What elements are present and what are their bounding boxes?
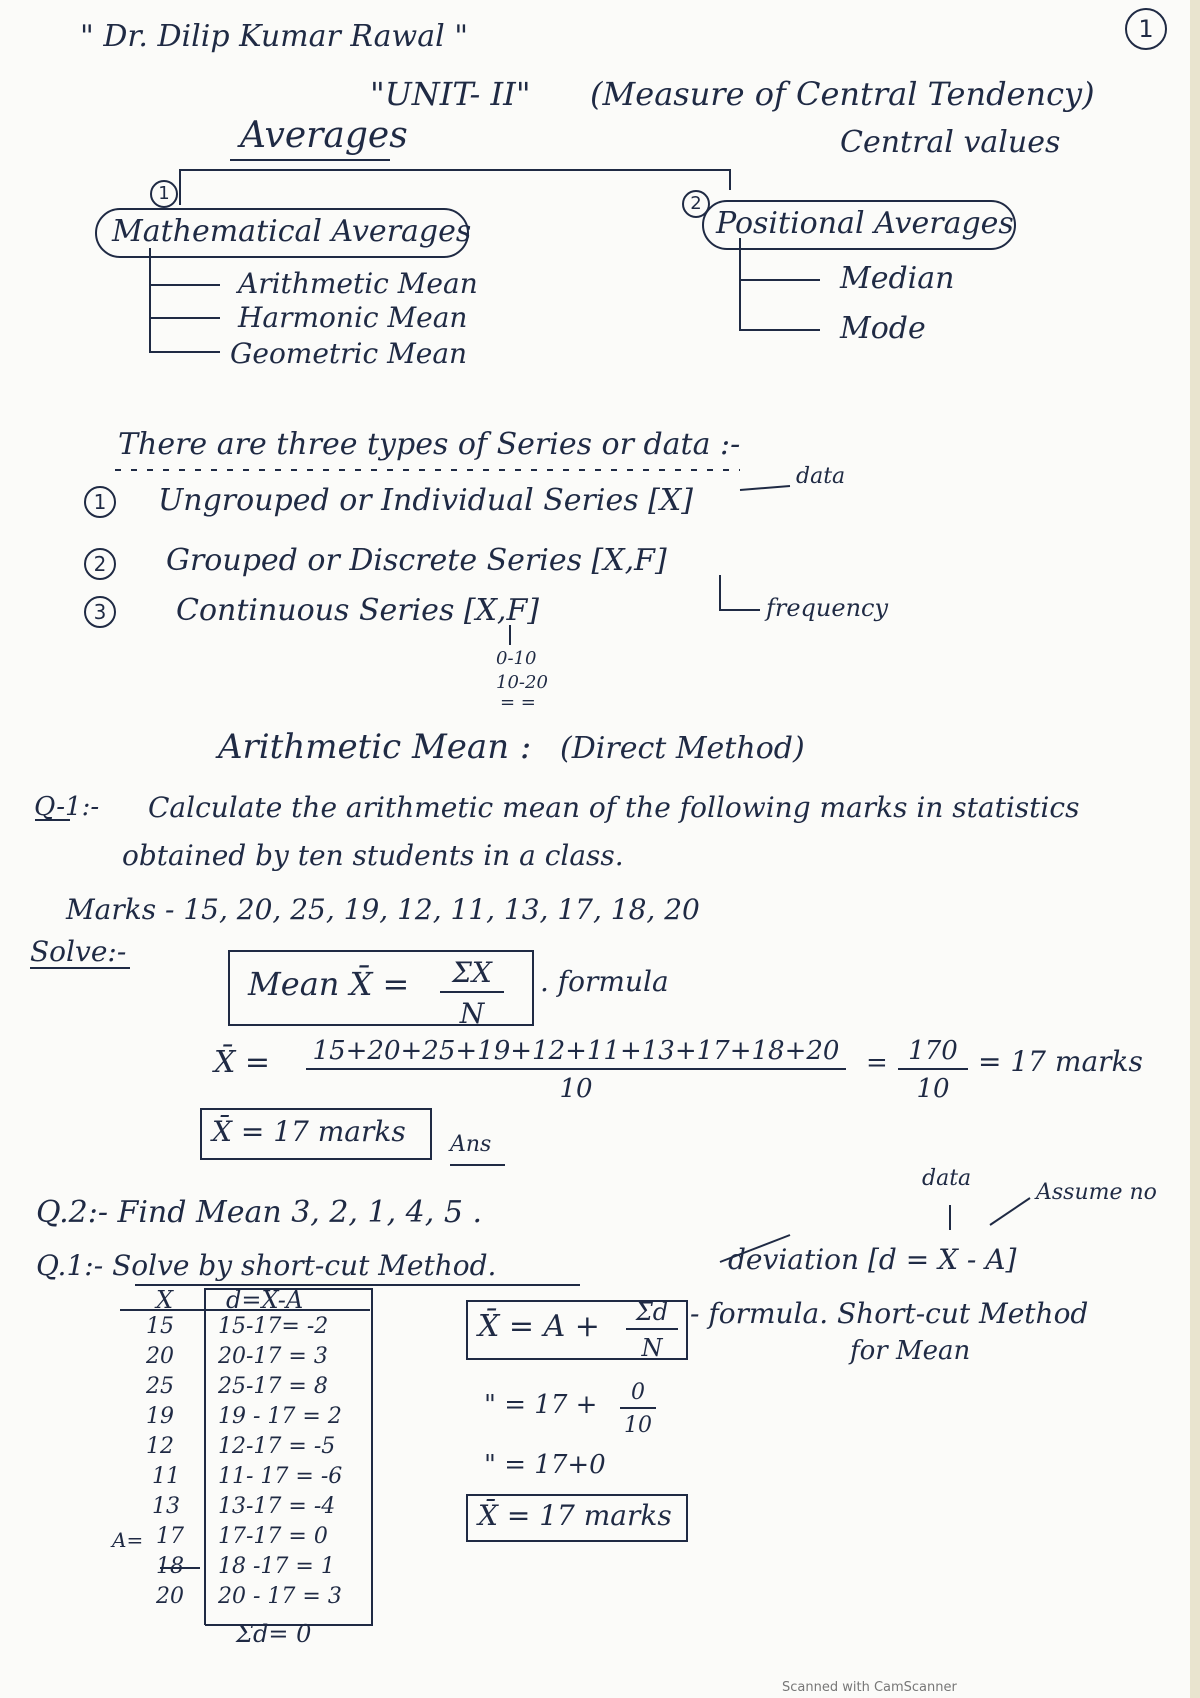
table-row-d: 13-17 = -4 — [218, 1494, 336, 1519]
q2-step2: " = 17+0 — [484, 1450, 606, 1480]
series-number-3: 3 — [84, 596, 116, 628]
table-row-x: 20 — [156, 1584, 184, 1609]
q1-formula-fraction — [440, 956, 504, 1030]
scanner-footer: Scanned with CamScanner — [782, 1680, 957, 1695]
averages-branch-line — [180, 170, 730, 190]
q1-question-line1: Calculate the arithmetic mean of the following marks in statistics — [148, 791, 1080, 824]
assumed-a-label: A= — [112, 1528, 144, 1552]
table-row-d: 20 - 17 = 3 — [218, 1584, 342, 1609]
table-row-d: 17-17 = 0 — [218, 1524, 328, 1549]
series-item-3: Continuous Series [X,F] — [176, 593, 539, 628]
q1-calc-lhs: X̄ = — [214, 1045, 271, 1080]
q2-formula-lhs: X̄ = A + — [478, 1309, 600, 1344]
q1-calc-denominator: 10 — [559, 1074, 593, 1104]
q1-formula-denominator: N — [459, 997, 485, 1030]
table-row-x: 25 — [146, 1374, 174, 1399]
page-number: 1 — [1125, 8, 1167, 50]
q1-calc-denominator2: 10 — [916, 1074, 950, 1104]
q1-calc-result: = 17 marks — [978, 1045, 1143, 1078]
math-averages-label: Mathematical Averages — [112, 214, 472, 249]
class-example-1: 0-10 — [496, 648, 537, 669]
positional-averages-label: Positional Averages — [716, 206, 1014, 241]
q1-question-line2: obtained by ten students in a class. — [122, 839, 624, 872]
table-row-d: 20-17 = 3 — [218, 1344, 328, 1369]
table-row-x: 12 — [146, 1434, 174, 1459]
class-example-2: 10-20 — [496, 672, 548, 693]
series-number-1: 1 — [84, 486, 116, 518]
am-title: Arithmetic Mean : — [218, 727, 532, 767]
math-item-arithmetic: Arithmetic Mean — [238, 267, 478, 300]
q2-step1-numerator: 0 — [620, 1380, 656, 1409]
table-row-x: 15 — [146, 1314, 174, 1339]
table-row-d: 19 - 17 = 2 — [218, 1404, 342, 1429]
table-row-d: 12-17 = -5 — [218, 1434, 336, 1459]
author-name: " Dr. Dilip Kumar Rawal " — [80, 19, 469, 54]
class-example-3: = = — [500, 692, 536, 713]
q2-step1-denominator: 10 — [624, 1413, 652, 1438]
positional-branch-number: 2 — [682, 190, 710, 218]
averages-heading: Averages — [240, 115, 408, 156]
table-row-d: 15-17= -2 — [218, 1314, 329, 1339]
series-item-1: Ungrouped or Individual Series [X] — [158, 483, 693, 518]
table-row-x: 13 — [152, 1494, 180, 1519]
q2-step1-lhs: " = 17 + — [484, 1390, 598, 1420]
frequency-hook — [720, 575, 760, 610]
q2-data-note: data — [922, 1166, 972, 1191]
q1-calc-eq: = — [866, 1048, 888, 1078]
table-header-x: X — [156, 1286, 174, 1314]
math-item-harmonic: Harmonic Mean — [238, 301, 468, 334]
assume-arrow — [990, 1198, 1030, 1225]
unit-title: "UNIT- II" — [370, 75, 531, 113]
q2-formula-denominator: N — [641, 1334, 663, 1362]
q1-formula-numerator: ΣX — [440, 956, 504, 993]
frequency-note: frequency — [766, 594, 889, 622]
q2-answer: X̄ = 17 marks — [478, 1499, 672, 1532]
data-note: data — [796, 464, 846, 489]
q1-calc-fraction — [306, 1036, 846, 1104]
q2-deviation-note: deviation [d = X - A] — [728, 1243, 1017, 1276]
q2-formula-numerator: Σd — [626, 1298, 678, 1330]
q2-assume-note: Assume no — [1036, 1180, 1157, 1205]
solve-label: Solve:- — [30, 935, 127, 968]
q1-answer: X̄ = 17 marks — [212, 1115, 406, 1148]
sum-d: Σd= 0 — [236, 1620, 312, 1648]
scan-edge — [1190, 0, 1200, 1698]
table-row-d: 25-17 = 8 — [218, 1374, 328, 1399]
series-number-2: 2 — [84, 548, 116, 580]
q1-calc-fraction2 — [898, 1036, 968, 1104]
q1-marks: Marks - 15, 20, 25, 19, 12, 11, 13, 17, 18, 20 — [66, 893, 700, 926]
pos-item-line-2 — [740, 238, 820, 330]
q1-formula-lhs: Mean X̄ = — [248, 965, 410, 1003]
q1-formula-note: . formula — [540, 965, 669, 998]
central-values-label: Central values — [840, 125, 1061, 160]
table-row-x: 11 — [152, 1464, 180, 1489]
table-row-d: 11- 17 = -6 — [218, 1464, 343, 1489]
q2-label: Q.2:- Find Mean 3, 2, 1, 4, 5 . — [36, 1195, 482, 1230]
q1-calc-numerator2: 170 — [898, 1036, 968, 1070]
table-header-d: d=X-A — [226, 1286, 304, 1314]
q1-label: Q-1:- — [34, 792, 100, 822]
table-row-d: 18 -17 = 1 — [218, 1554, 335, 1579]
q2-formula-fraction — [626, 1298, 678, 1362]
table-row-x: 17 — [156, 1524, 184, 1549]
math-item-geometric: Geometric Mean — [230, 337, 468, 370]
q1-calc-numerator: 15+20+25+19+12+11+13+17+18+20 — [306, 1036, 846, 1070]
series-intro: There are three types of Series or data :- — [118, 427, 741, 462]
table-row-x: 18 — [156, 1554, 184, 1579]
pos-item-median: Median — [840, 261, 955, 296]
table-row-x: 19 — [146, 1404, 174, 1429]
pos-item-mode: Mode — [840, 311, 926, 346]
q2-formula-note: - formula. Short-cut Method — [690, 1297, 1089, 1330]
series-item-2: Grouped or Discrete Series [X,F] — [166, 543, 667, 578]
math-item-line-3 — [150, 248, 220, 352]
q1-ans-label: Ans — [450, 1132, 492, 1157]
q2-formula-note2: for Mean — [850, 1336, 971, 1366]
unit-topic: (Measure of Central Tendency) — [590, 75, 1095, 113]
q2-sub-label: Q.1:- Solve by short-cut Method. — [36, 1249, 497, 1282]
q2-step1-fraction — [620, 1380, 656, 1438]
am-method: (Direct Method) — [560, 731, 805, 766]
table-row-x: 20 — [146, 1344, 174, 1369]
math-branch-number: 1 — [150, 180, 178, 208]
data-arrow — [740, 486, 790, 490]
